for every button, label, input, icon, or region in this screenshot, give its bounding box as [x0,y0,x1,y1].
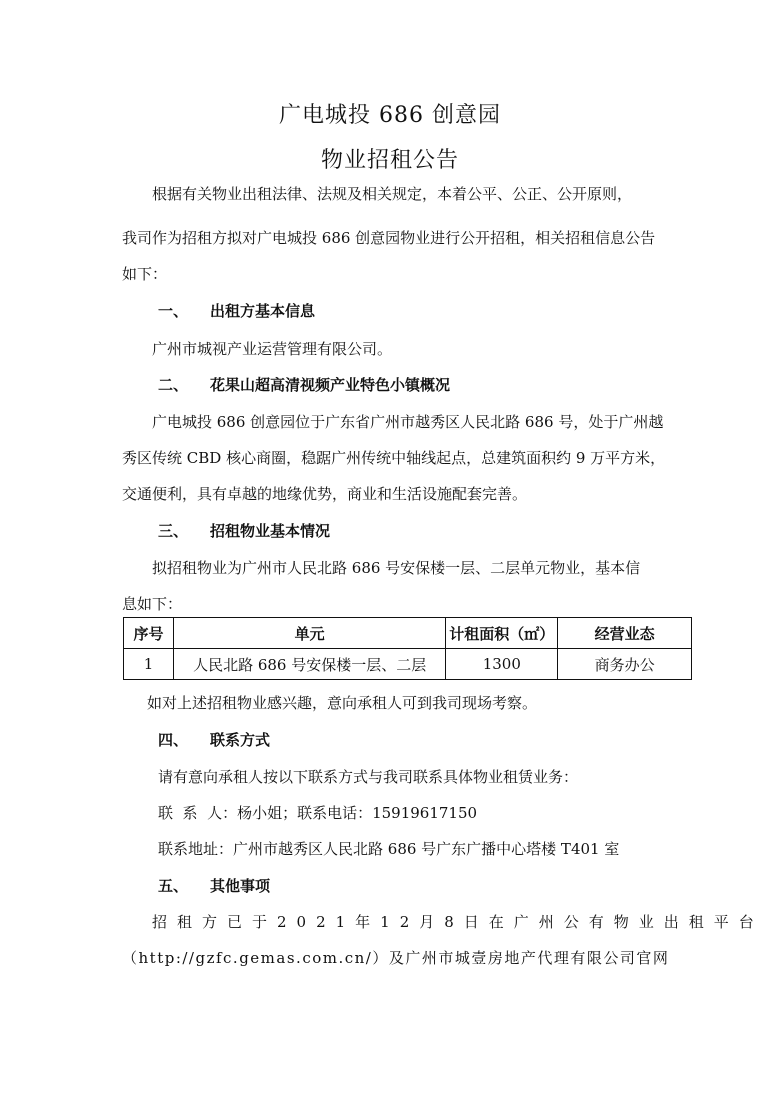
section-3-number: 三、 [158,522,189,540]
title-line-2: 物业招租公告 [320,148,459,173]
section-1-number: 一、 [158,302,189,320]
property-table [123,617,692,680]
table-cell-area: 1300 [446,649,558,680]
table-header-cell: 经营业态 [558,618,692,649]
section-3-body-line-1: 拟招租物业为广州市人民北路 686 号安保楼一层、二层单元物业，基本信 [152,559,641,577]
section-2-heading [158,375,450,395]
section-2-body-line-3: 交通便利，具有卓越的地缘优势，商业和生活设施配套完善。 [122,485,528,503]
section-4-title: 联系方式 [210,731,271,749]
table-cell-unit: 人民北路 686 号安保楼一层、二层 [173,649,445,680]
table-header-cell: 序号 [124,618,174,649]
contact-address-line: 联系地址：广州市越秀区人民北路 686 号广东广播中心塔楼 T401 室 [158,840,620,858]
section-4-heading [158,730,270,750]
section-4-number: 四、 [158,731,189,749]
section-5-title: 其他事项 [210,877,271,895]
section-1-heading [158,301,315,321]
section-1-body-line-1: 广州市城视产业运营管理有限公司。 [152,340,393,358]
section-5-heading [158,876,270,896]
section-5-body-line-1: 招租方已于2021年12月8日在广州公有物业出租平台 [152,913,764,931]
intro-line-2: 我司作为招租方拟对广电城投 686 创意园物业进行公开招租，相关招租信息公告 [122,229,656,247]
section-2-title: 花果山超高清视频产业特色小镇概况 [210,376,451,394]
section-5-body-line-2: （http://gzfc.gemas.com.cn/）及广州市城壹房地产代理有限公司官网 [122,949,670,967]
table-header-cell: 单元 [173,618,445,649]
intro-line-3: 如下： [122,265,168,283]
title-line-1: 广电城投 686 创意园 [279,103,501,128]
table-cell-index: 1 [124,649,174,680]
section-3-heading [158,521,330,541]
contact-person-line: 联 系 人：杨小姐；联系电话：15919617150 [158,804,478,822]
section-2-number: 二、 [158,376,189,394]
table-header-row [124,618,692,649]
section-3-after-table: 如对上述招租物业感兴趣，意向承租人可到我司现场考察。 [147,694,538,712]
table-cell-use: 商务办公 [558,649,692,680]
section-4-body-line-1: 请有意向承租人按以下联系方式与我司联系具体物业租赁业务： [158,768,579,786]
table-header-cell: 计租面积（㎡） [446,618,558,649]
section-2-body-line-1: 广电城投 686 创意园位于广东省广州市越秀区人民北路 686 号，处于广州越 [152,413,664,431]
intro-line-1: 根据有关物业出租法律、法规及相关规定，本着公平、公正、公开原则， [152,185,633,203]
section-5-number: 五、 [158,877,189,895]
section-1-title: 出租方基本信息 [210,302,316,320]
section-2-body-line-2: 秀区传统 CBD 核心商圈，稳踞广州传统中轴线起点，总建筑面积约 9 万平方米， [122,449,666,467]
table-row [124,649,692,680]
section-3-body-line-2: 息如下： [122,595,183,613]
section-3-title: 招租物业基本情况 [210,522,331,540]
